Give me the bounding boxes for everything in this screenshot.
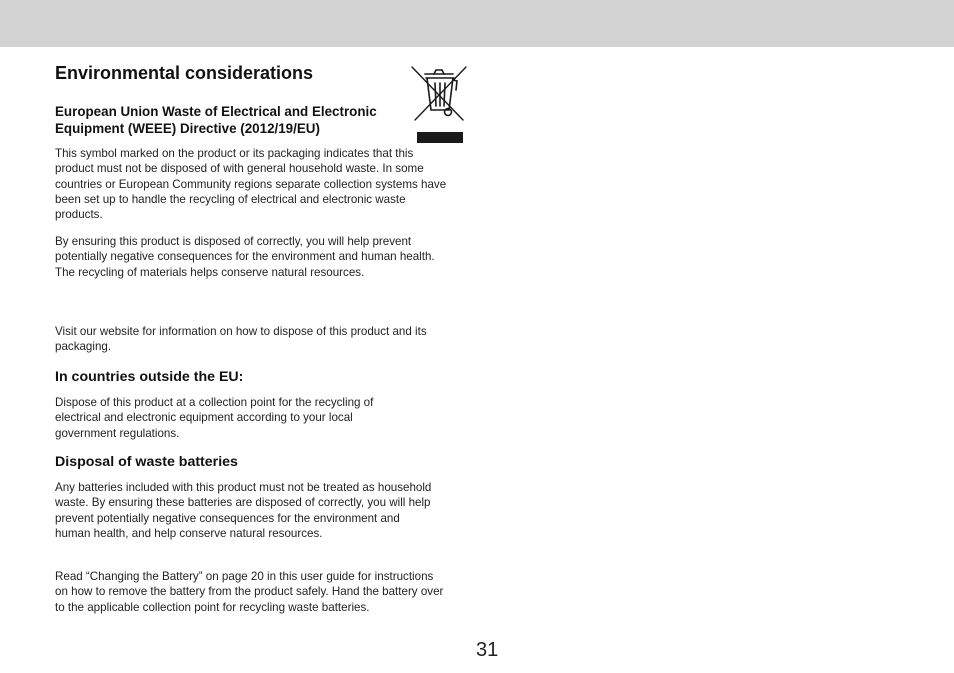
page-title: Environmental considerations bbox=[55, 63, 314, 83]
weee-paragraph-1: This symbol marked on the product or its packaging indicates that this product must not be disposed of with general household waste. In some countries or European Community regions separate collection systems have been set up to handle the recycling of electrical and electronic waste products. bbox=[55, 147, 447, 222]
batteries-heading: Disposal of waste batteries bbox=[55, 454, 238, 470]
weee-heading: European Union Waste of Electrical and Electronic Equipment (WEEE) Directive (2012/19/EU) bbox=[55, 104, 377, 136]
batteries-paragraph-1: Any batteries included with this product must not be treated as household waste. By ensuring these batteries are disposed of correctly, you will help prevent potentially negative consequences for the environment and human health, and help conserve natural resources. bbox=[55, 481, 432, 540]
batteries-paragraph-2: Read “Changing the Battery” on page 20 in this user guide for instructions on how to remove the battery from the product safely. Hand the battery over to the applicable collection point for recycling waste batteries. bbox=[55, 570, 444, 614]
crossed-out-wheelie-bin-icon bbox=[409, 64, 469, 146]
outside-eu-heading: In countries outside the EU: bbox=[55, 369, 244, 385]
header-band bbox=[0, 0, 954, 47]
outside-eu-paragraph: Dispose of this product at a collection point for the recycling of electrical and electronic equipment according to your local government regulations. bbox=[55, 396, 374, 440]
page-number: 31 bbox=[476, 639, 499, 661]
weee-paragraph-3: Visit our website for information on how to dispose of this product and its packaging. bbox=[55, 325, 427, 354]
weee-paragraph-2: By ensuring this product is disposed of correctly, you will help prevent potentially negative consequences for the environment and human health. The recycling of materials helps conserve natural resources. bbox=[55, 235, 435, 279]
